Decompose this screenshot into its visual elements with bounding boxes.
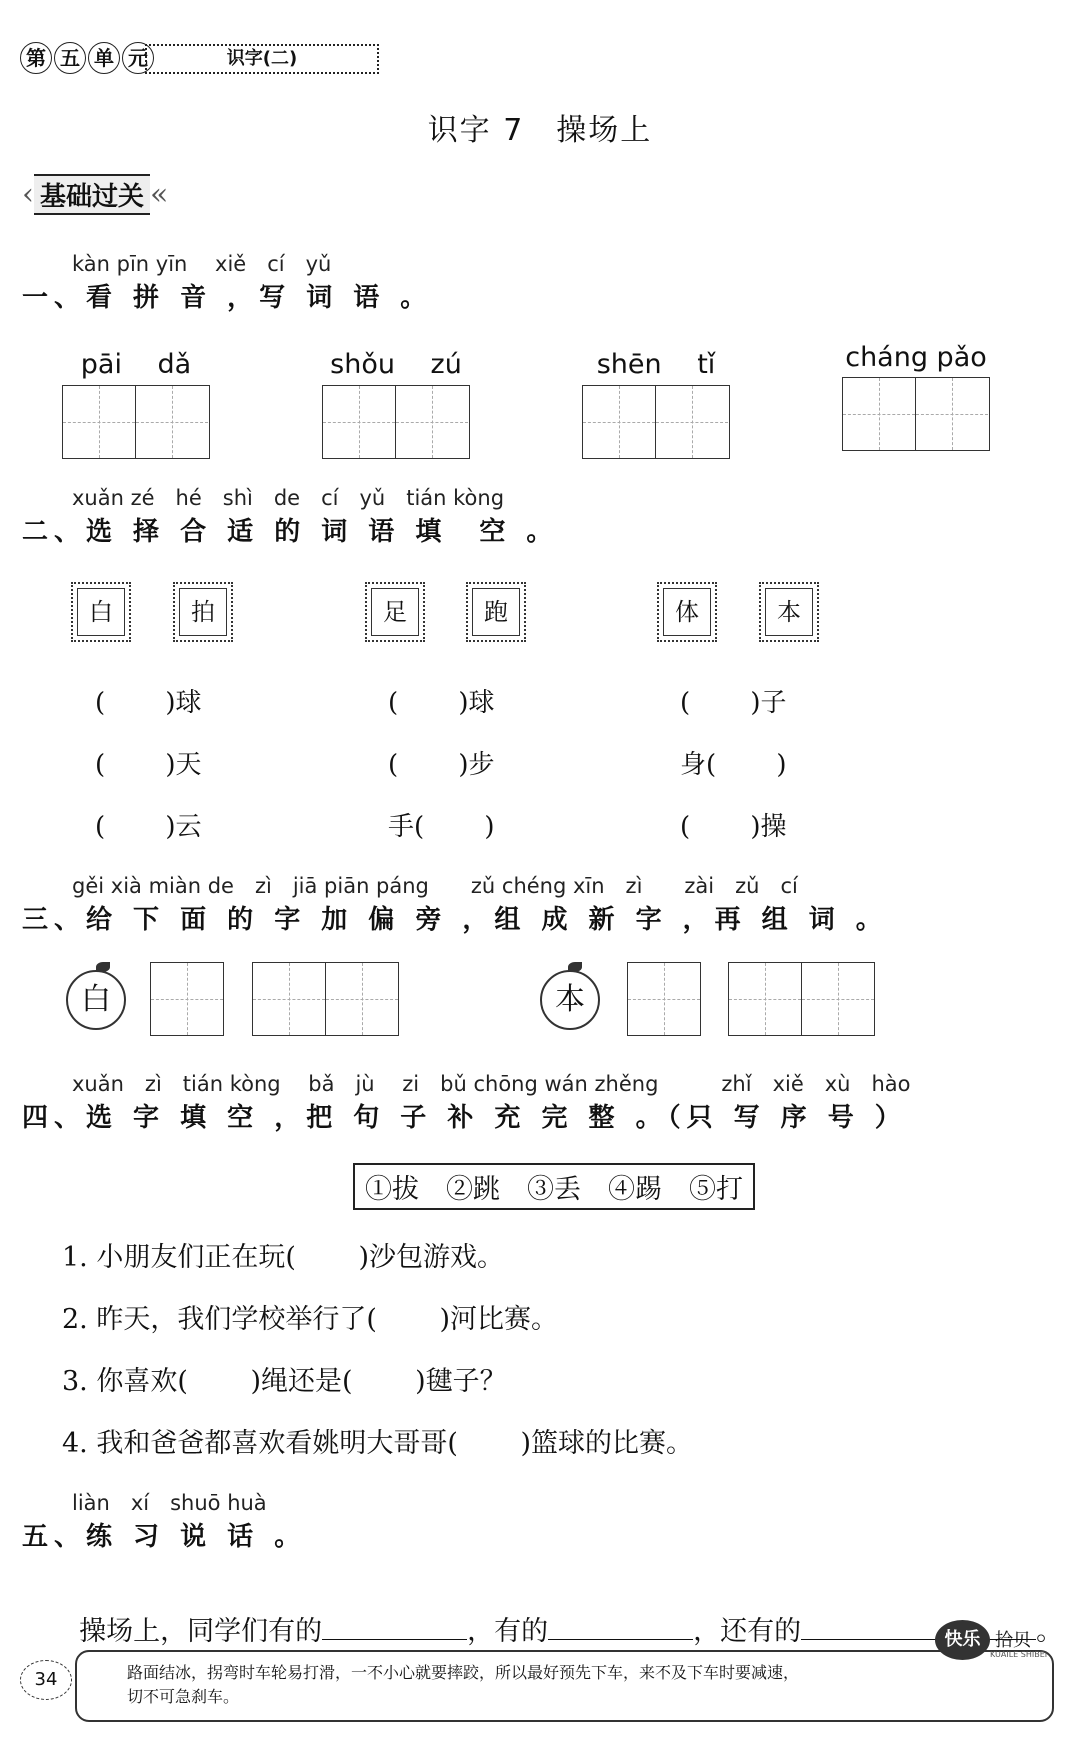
pinyin-word: shǒu zú — [330, 349, 462, 380]
sentence-part: 操场上，同学们有的 — [79, 1616, 323, 1647]
fill-blank[interactable]: ( )天 — [95, 750, 202, 780]
q1-word-1 — [62, 342, 210, 459]
tip-line: 路面结冰，拐弯时车轮易打滑，一不小心就要摔跤，所以最好预先下车，来不及下车时要减速， — [127, 1663, 800, 1682]
sentence[interactable]: 2. 昨天，我们学校举行了( )河比赛。 — [62, 1304, 558, 1335]
section-label: 基础过关 — [34, 174, 150, 215]
q3-pinyin: gěi xià miàn de zì jiā piān páng zǔ chéng xīn zì zài zǔ cí — [72, 874, 798, 898]
writing-grid[interactable] — [252, 962, 399, 1036]
q1-word-3 — [582, 342, 730, 459]
q1-heading: 一、看 拼 音 ，写 词 语 。 — [22, 283, 433, 313]
tip-line: 切不可急刹车。 — [127, 1687, 240, 1706]
fill-blank[interactable]: 手( ) — [388, 812, 495, 842]
q1-word-4 — [842, 342, 990, 451]
q5-pinyin: liàn xí shuō huà — [72, 1491, 267, 1515]
sentence-part: ，有的 — [467, 1616, 549, 1647]
writing-grid[interactable] — [582, 385, 730, 459]
chevron-left-icon: ‹ — [22, 176, 34, 212]
pinyin-word: cháng pǎo — [845, 342, 987, 373]
sentence[interactable]: 4. 我和爸爸都喜欢看姚明大哥哥( )篮球的比赛。 — [62, 1428, 693, 1459]
q3-heading: 三、给 下 面 的 字 加 偏 旁 ，组 成 新 字 ，再 组 词 。 — [22, 905, 888, 935]
fill-blank[interactable]: ( )球 — [95, 688, 202, 718]
fill-blank[interactable]: 身( ) — [680, 750, 787, 780]
fill-blank[interactable]: ( )子 — [680, 688, 787, 718]
sentence[interactable]: 3. 你喜欢( )绳还是( )毽子？ — [62, 1366, 507, 1397]
unit-char: 五 — [54, 42, 86, 74]
pinyin-word: shēn tǐ — [596, 349, 716, 380]
pinyin-word: pāi dǎ — [80, 349, 192, 380]
page-number: 34 — [20, 1660, 72, 1700]
char-option: 拍 — [173, 582, 233, 642]
section-tag — [22, 174, 168, 214]
apple-char: 本 — [540, 970, 600, 1030]
q4-heading: 四、选 字 填 空 ，把 句 子 补 充 完 整 。（只 写 序 号 ） — [22, 1103, 907, 1133]
writing-grid[interactable] — [150, 962, 224, 1036]
q2-pinyin: xuǎn zé hé shì de cí yǔ tián kòng — [72, 486, 505, 510]
brand-logo: 快乐 — [935, 1620, 990, 1660]
unit-char: 元 — [122, 42, 154, 74]
answer-line[interactable] — [322, 1613, 467, 1640]
char-option: 跑 — [466, 582, 526, 642]
unit-subtitle: 识字(二) — [145, 44, 379, 74]
unit-char: 第 — [20, 42, 52, 74]
q1-word-2 — [322, 342, 470, 459]
char-option: 本 — [759, 582, 819, 642]
unit-tag — [20, 42, 156, 74]
writing-grid[interactable] — [322, 385, 470, 459]
brand-name: 拾贝 — [995, 1630, 1031, 1651]
fill-blank[interactable]: ( )云 — [95, 812, 202, 842]
writing-grid[interactable] — [62, 385, 210, 459]
sentence-part: ，还有的 — [693, 1616, 802, 1647]
page-title: 识字 7 操场上 — [427, 113, 653, 148]
q2-heading: 二、选 择 合 适 的 词 语 填 空 。 — [22, 517, 559, 547]
char-option: 足 — [365, 582, 425, 642]
writing-grid[interactable] — [728, 962, 875, 1036]
chevron-double-left-icon: « — [150, 176, 169, 212]
brand-name-en: KUAILE SHIBEI — [990, 1650, 1048, 1659]
sentence[interactable]: 1. 小朋友们正在玩( )沙包游戏。 — [62, 1242, 504, 1273]
writing-grid[interactable] — [842, 377, 990, 451]
q4-pinyin: xuǎn zì tián kòng bǎ jù zi bǔ chōng wán zhěng zhǐ xiě xù hào — [72, 1072, 911, 1096]
char-option: 白 — [71, 582, 131, 642]
char-option: 体 — [657, 582, 717, 642]
tip-box — [75, 1650, 1054, 1722]
fill-blank[interactable]: ( )操 — [680, 812, 787, 842]
sentence-part: 。 — [1036, 1616, 1064, 1647]
q5-heading: 五、练 习 说 话 。 — [22, 1522, 307, 1552]
q1-pinyin: kàn pīn yīn xiě cí yǔ — [72, 252, 332, 276]
writing-grid[interactable] — [627, 962, 701, 1036]
fill-blank[interactable]: ( )球 — [388, 688, 495, 718]
answer-line[interactable] — [548, 1613, 693, 1640]
unit-char: 单 — [88, 42, 120, 74]
speaking-sentence — [62, 1578, 1063, 1648]
apple-char: 白 — [66, 970, 126, 1030]
fill-blank[interactable]: ( )步 — [388, 750, 495, 780]
option-box: ①拔 ②跳 ③丢 ④踢 ⑤打 — [353, 1163, 755, 1210]
